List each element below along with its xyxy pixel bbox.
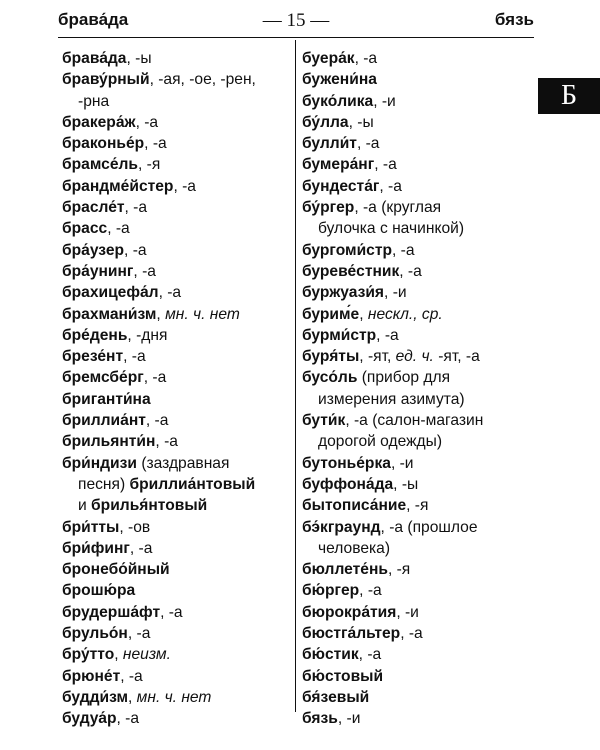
headword: бю́ргер — [302, 582, 360, 600]
page-header — [58, 8, 534, 36]
entry-text: , -а — [133, 262, 156, 280]
headword: буффона́да — [302, 475, 394, 493]
headword: брудерша́фт — [62, 603, 161, 621]
headword: брезе́нт — [62, 348, 124, 366]
headword: брильянти́н — [62, 433, 156, 451]
dictionary-entry-line — [302, 580, 534, 601]
header-rule — [58, 37, 534, 38]
entry-text: дорогой одежды) — [318, 433, 443, 451]
headword: бытописа́ние — [302, 497, 407, 515]
entry-text: , — [128, 688, 137, 706]
entry-text: булочка с начинкой) — [318, 220, 465, 238]
headword: брамсе́ль — [62, 156, 138, 174]
dictionary-entry-line — [302, 644, 534, 665]
entry-text: , -а (салон-магазин — [345, 412, 484, 430]
letter-tab-label: Б — [560, 80, 578, 111]
dictionary-entry-line — [62, 240, 290, 261]
entry-text: , -а — [123, 348, 146, 366]
entry-text: , -а — [144, 135, 167, 153]
headword: буко́лика — [302, 92, 374, 110]
entry-text: (прибор для — [357, 369, 451, 387]
headword: бурим́е — [302, 305, 360, 323]
entry-text: , -а — [354, 50, 378, 67]
dictionary-entry-line — [62, 538, 290, 559]
entry-text: , -и — [337, 710, 361, 728]
headword: бри́тты — [62, 518, 120, 536]
header-last-word: бязь — [494, 10, 534, 29]
entry-text: , -а — [376, 326, 399, 344]
headword: булли́т — [302, 135, 357, 153]
entry-text: , — [114, 646, 123, 664]
dictionary-entry-line — [302, 304, 534, 325]
dictionary-entry-line — [302, 474, 534, 495]
entry-text: , -ы — [393, 475, 419, 493]
headword: бюллете́нь — [302, 561, 388, 579]
headword: бургоми́стр — [302, 241, 392, 259]
dictionary-entry-line — [302, 495, 534, 516]
dictionary-entry-line — [302, 346, 534, 367]
dictionary-entry-line — [62, 580, 290, 601]
dictionary-entry-line — [62, 666, 290, 687]
headword: буера́к — [302, 50, 355, 67]
dictionary-entry-line — [62, 517, 290, 538]
headword: брахмани́зм — [62, 305, 157, 323]
headword: брюне́т — [62, 667, 121, 685]
dictionary-entry-line — [62, 112, 290, 133]
dictionary-entry-line — [62, 304, 290, 325]
headword: бу́ргер — [302, 199, 355, 217]
entry-text: , -а — [124, 199, 148, 217]
entry-text: , -и — [390, 454, 414, 472]
entry-text: , -а — [143, 369, 167, 387]
entry-text: , -а — [107, 220, 130, 238]
grammar-note: мн. ч. нет — [136, 688, 212, 706]
headword: бри́ндизи — [62, 454, 137, 472]
entry-text: , -ов — [119, 518, 151, 536]
entry-text: , -а — [129, 539, 153, 557]
headword: бра́унинг — [62, 262, 134, 280]
headword: брульо́н — [62, 625, 128, 643]
headword: бре́день — [62, 326, 128, 344]
entry-text: , -ая, -ое, -рен, — [149, 71, 256, 89]
dictionary-entry-line — [302, 687, 534, 708]
headword: брасле́т — [62, 199, 125, 217]
dictionary-entry-line — [62, 687, 290, 708]
dictionary-entry-line — [302, 623, 534, 644]
dictionary-entry-line — [302, 453, 534, 474]
entry-text: , -а — [160, 603, 183, 621]
headword: бри́финг — [62, 539, 130, 557]
dictionary-entry-line — [62, 623, 290, 644]
entry-text: , -а — [135, 113, 159, 131]
dictionary-entry-line — [62, 154, 290, 175]
entry-text: , -а — [124, 241, 147, 259]
headword: бэ́кграунд — [302, 518, 381, 536]
entry-text: (заздравная — [136, 454, 230, 472]
headword: брава́да — [62, 50, 127, 67]
dictionary-entry-line — [302, 559, 534, 580]
dictionary-entry-line — [302, 69, 534, 90]
entry-text: , -а — [127, 625, 151, 643]
dictionary-entry-line — [302, 218, 534, 239]
entry-text: и — [78, 497, 92, 515]
headword: брандме́йстер — [62, 177, 174, 195]
entry-text: , -а — [391, 241, 415, 259]
headword: будди́зм — [62, 688, 128, 706]
headword: бронебо́йный — [62, 561, 170, 579]
dictionary-entry-line — [62, 346, 290, 367]
entry-text: , -а — [120, 667, 143, 685]
entry-text: , -а (прошлое — [380, 518, 478, 536]
entry-text: , -а — [116, 710, 139, 728]
entry-text: , -ы — [126, 50, 152, 67]
headword: бязь — [302, 710, 338, 728]
headword: бюстга́льтер — [302, 625, 401, 643]
headword: буря́ты — [302, 348, 360, 366]
dictionary-entry-line — [62, 282, 290, 303]
dictionary-entry-line — [302, 410, 534, 431]
dictionary-entry-line — [302, 112, 534, 133]
entry-text: , -а — [400, 625, 423, 643]
left-column — [62, 48, 290, 730]
headword: бру́тто — [62, 646, 115, 664]
dictionary-entry-line — [62, 495, 290, 516]
headword: бракера́ж — [62, 113, 136, 131]
grammar-note: нескл., ср. — [367, 305, 443, 323]
right-column — [302, 48, 534, 730]
headword: браконье́р — [62, 135, 145, 153]
entry-text: , -а — [155, 433, 178, 451]
headword: бриллиа́нтовый — [129, 475, 256, 493]
dictionary-entry-line — [62, 474, 290, 495]
entry-text: , -а — [374, 156, 397, 174]
dictionary-entry-line — [62, 325, 290, 346]
entry-text: , -я — [387, 561, 411, 579]
dictionary-entry-line — [302, 602, 534, 623]
dictionary-entry-line — [302, 91, 534, 112]
headword: брасс — [62, 220, 108, 238]
dictionary-entry-line — [302, 517, 534, 538]
entry-text: , -и — [384, 284, 407, 302]
headword: бриллиа́нт — [62, 412, 146, 430]
dictionary-entry-line — [62, 133, 290, 154]
headword: брахицефа́л — [62, 284, 159, 302]
headword: бумера́нг — [302, 156, 375, 174]
headword: буржуази́я — [302, 284, 385, 302]
dictionary-entry-line — [62, 410, 290, 431]
letter-thumb-tab — [538, 78, 600, 114]
entry-text: , -и — [373, 92, 396, 110]
dictionary-entry-line — [302, 367, 534, 388]
entry-text: измерения азимута) — [318, 390, 465, 408]
entry-text: человека) — [318, 539, 391, 557]
headword: браву́рный — [62, 71, 150, 89]
entry-text: -рна — [78, 92, 110, 110]
headword: бундеста́г — [302, 177, 380, 195]
entry-text: -ят, -а — [433, 348, 480, 366]
dictionary-entry-line — [302, 240, 534, 261]
header-first-word: брава́да — [58, 10, 129, 29]
dictionary-entry-line — [62, 602, 290, 623]
dictionary-entry-line — [302, 48, 534, 69]
entry-text: , -а — [358, 646, 382, 664]
entry-text: , -ят, — [359, 348, 396, 366]
dictionary-entry-line — [62, 367, 290, 388]
dictionary-entry-line — [62, 197, 290, 218]
entry-text: , -ы — [348, 113, 374, 131]
entry-text: , -а — [173, 177, 196, 195]
dictionary-entry-line — [302, 133, 534, 154]
headword: бужени́на — [302, 71, 377, 89]
dictionary-entry-line — [62, 708, 290, 729]
grammar-note: мн. ч. нет — [165, 305, 240, 323]
dictionary-entry-line — [62, 389, 290, 410]
headword: брошю́ра — [62, 582, 136, 600]
dictionary-entry-line — [302, 666, 534, 687]
dictionary-entry-line — [302, 389, 534, 410]
dictionary-entry-line — [302, 431, 534, 452]
headword: бриганти́на — [62, 390, 151, 408]
entry-text: , -а — [145, 412, 169, 430]
headword: бутонье́рка — [302, 454, 391, 472]
dictionary-entry-line — [302, 325, 534, 346]
entry-text: , -а — [158, 284, 182, 302]
dictionary-entry-line — [62, 559, 290, 580]
headword: буреве́стник — [302, 262, 400, 280]
headword: бюрокра́тия — [302, 603, 397, 621]
headword: брилья́нтовый — [91, 497, 208, 515]
dictionary-entry-line — [302, 197, 534, 218]
entry-text: , -и — [396, 603, 419, 621]
headword: бра́узер — [62, 241, 125, 259]
entry-text: , -а — [399, 262, 422, 280]
dictionary-entry-line — [62, 69, 290, 90]
entry-text: , -а — [379, 177, 402, 195]
dictionary-entry-line — [62, 48, 290, 69]
entry-text: , -я — [406, 497, 429, 515]
headword: бусо́ль — [302, 369, 358, 387]
headword: бути́к — [302, 412, 346, 430]
dictionary-entry-line — [62, 176, 290, 197]
dictionary-entry-line — [62, 91, 290, 112]
entry-text: , -дня — [127, 326, 168, 344]
headword: бу́лла — [302, 113, 349, 131]
grammar-note: неизм. — [122, 646, 171, 664]
dictionary-entry-line — [62, 218, 290, 239]
dictionary-entry-line — [302, 176, 534, 197]
dictionary-entry-line — [62, 453, 290, 474]
dictionary-entry-line — [302, 282, 534, 303]
entry-text: , -а (круглая — [354, 199, 442, 217]
entry-text: , — [156, 305, 166, 323]
entry-text: , -я — [138, 156, 161, 174]
headword: бю́стик — [302, 646, 359, 664]
entry-text: , -а — [359, 582, 382, 600]
dictionary-entry-line — [302, 708, 534, 729]
headword: бю́стовый — [302, 667, 384, 685]
headword: бя́зевый — [302, 688, 370, 706]
dictionary-entry-line — [62, 431, 290, 452]
dictionary-entry-line — [302, 538, 534, 559]
entry-text: , -а — [356, 135, 380, 153]
column-divider — [295, 40, 296, 712]
dictionary-entry-line — [302, 261, 534, 282]
headword: будуа́р — [62, 710, 117, 728]
entry-text: песня) — [78, 475, 130, 493]
dictionary-entry-line — [62, 644, 290, 665]
grammar-note: ед. ч. — [395, 348, 434, 366]
dictionary-entry-line — [302, 154, 534, 175]
entry-text: , — [359, 305, 368, 323]
dictionary-entry-line — [62, 261, 290, 282]
headword: бремсбе́рг — [62, 369, 144, 387]
page-number: — 15 — — [262, 10, 330, 31]
headword: бурми́стр — [302, 326, 377, 344]
